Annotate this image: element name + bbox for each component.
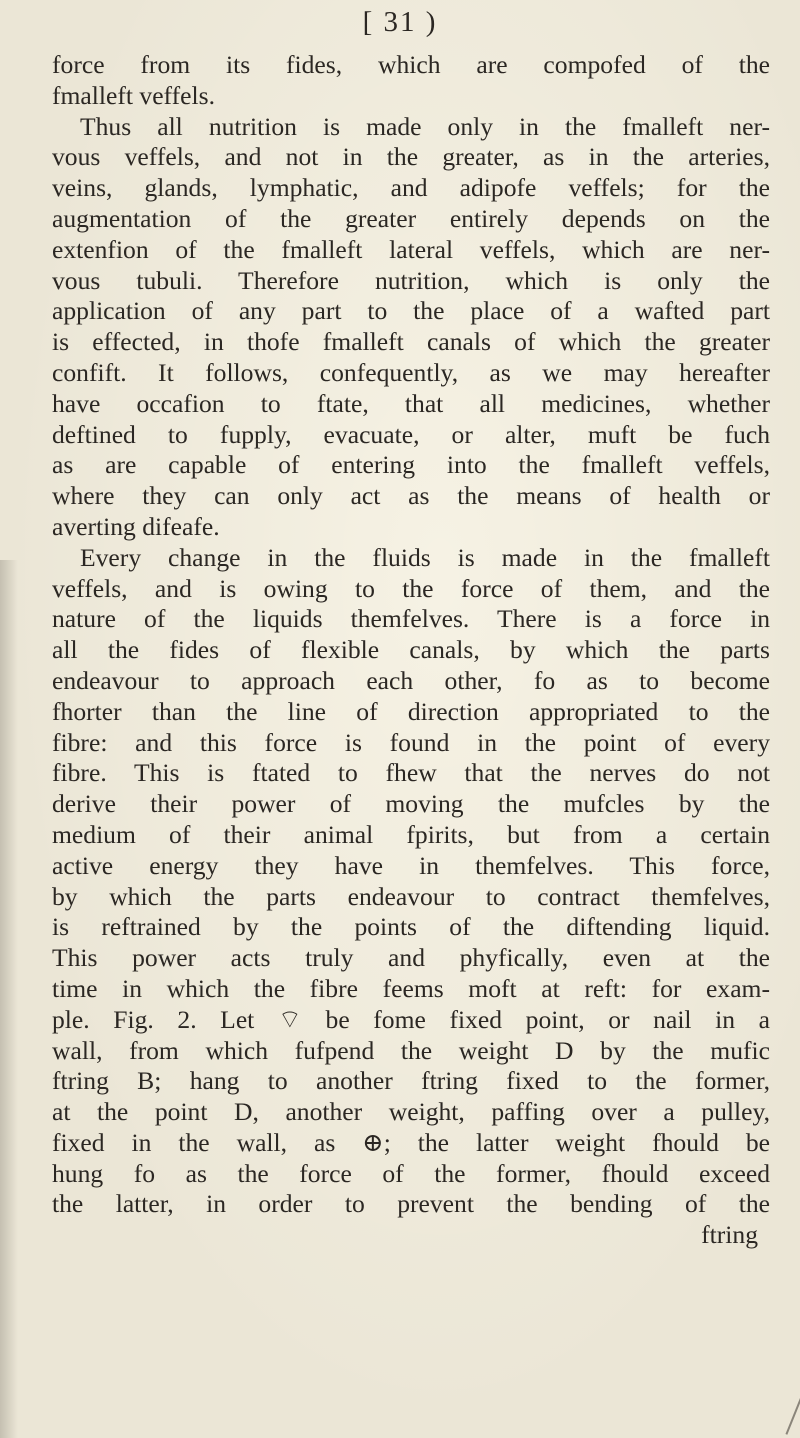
text-line: ple. Fig. 2. Let ⌔ be fome fixed point, or nail in a bbox=[52, 1004, 770, 1034]
text-line: force from its fides, which are compofed of the bbox=[52, 50, 770, 79]
body-text bbox=[52, 50, 770, 1251]
text-line: fibre. This is ftated to fhew that the nerves do not bbox=[52, 758, 770, 788]
text-line: veins, glands, lymphatic, and adipofe veffels; for the bbox=[52, 173, 770, 203]
text-line: vous veffels, and not in the greater, as in the arteries, bbox=[52, 142, 770, 172]
text-line: all the fides of flexible canals, by which the parts bbox=[52, 635, 770, 665]
pencil-mark bbox=[785, 1391, 800, 1434]
text-line: vous tubuli. Therefore nutrition, which is only the bbox=[52, 265, 770, 295]
text-line: averting difeafe. bbox=[52, 511, 220, 541]
paragraph-3 bbox=[52, 543, 770, 1221]
text-line: active energy they have in themfelves. This force, bbox=[52, 850, 770, 880]
text-line: where they can only act as the means of health or bbox=[52, 481, 770, 511]
text-line: medium of their animal fpirits, but from a certain bbox=[52, 819, 770, 849]
text-line: fmalleft veffels. bbox=[52, 80, 215, 110]
catchword: ftring bbox=[701, 1220, 758, 1250]
text-line: confift. It follows, confequently, as we may hereafter bbox=[52, 357, 770, 387]
text-line: fixed in the wall, as ⊕; the latter weight fhould be bbox=[52, 1127, 770, 1157]
binding-shadow bbox=[0, 560, 18, 1438]
text-line: augmentation of the greater entirely depends on the bbox=[52, 203, 770, 233]
text-line: This power acts truly and phyfically, even at the bbox=[52, 943, 770, 973]
text-line: by which the parts endeavour to contract themfelves, bbox=[52, 881, 770, 911]
text-line: application of any part to the place of a wafted part bbox=[52, 296, 770, 326]
text-line: Every change in the fluids is made in the fmalleft bbox=[80, 542, 770, 572]
text-line: fhorter than the line of direction appropriated to the bbox=[52, 696, 770, 726]
text-line: endeavour to approach each other, fo as to become bbox=[52, 665, 770, 695]
text-line: is reftrained by the points of the diftending liquid. bbox=[52, 912, 770, 942]
text-line: the latter, in order to prevent the bending of the bbox=[52, 1189, 770, 1219]
text-line: hung fo as the force of the former, fhould exceed bbox=[52, 1158, 770, 1188]
text-line: time in which the fibre feems moft at reft: for exam- bbox=[52, 973, 770, 1003]
text-line: nature of the liquids themfelves. There is a force in bbox=[52, 604, 770, 634]
text-line: as are capable of entering into the fmalleft veffels, bbox=[52, 450, 770, 480]
text-line: at the point D, another weight, paffing over a pulley, bbox=[52, 1097, 770, 1127]
text-line: fibre: and this force is found in the point of every bbox=[52, 727, 770, 757]
text-line: is effected, in thofe fmalleft canals of which the greater bbox=[52, 327, 770, 357]
text-line: have occafion to ftate, that all medicines, whether bbox=[52, 388, 770, 418]
text-line: deftined to fupply, evacuate, or alter, muft be fuch bbox=[52, 419, 770, 449]
paragraph-2 bbox=[52, 112, 770, 543]
text-line: extenfion of the fmalleft lateral veffels, which are ner- bbox=[52, 234, 770, 264]
text-line: derive their power of moving the mufcles by the bbox=[52, 789, 770, 819]
page-number: [ 31 ) bbox=[362, 6, 438, 38]
text-line: Thus all nutrition is made only in the fmalleft ner- bbox=[80, 111, 770, 141]
text-line: wall, from which fufpend the weight D by the mufic bbox=[52, 1035, 770, 1065]
paragraph-1 bbox=[52, 50, 770, 112]
text-line: veffels, and is owing to the force of them, and the bbox=[52, 573, 770, 603]
text-line: ftring B; hang to another ftring fixed to the former, bbox=[52, 1066, 770, 1096]
